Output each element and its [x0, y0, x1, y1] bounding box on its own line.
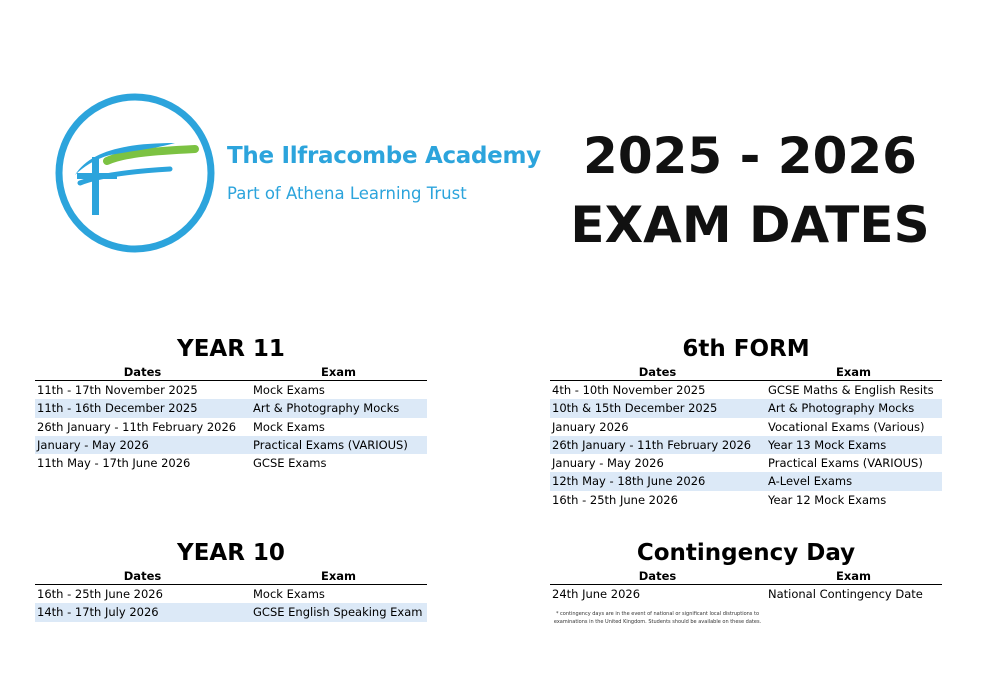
exam-cell: Year 12 Mock Exams [768, 492, 887, 507]
table-row [35, 399, 427, 417]
contingency-section [550, 538, 942, 626]
table-row [35, 454, 427, 472]
date-cell: 11th - 17th November 2025 [37, 383, 198, 397]
year10-section [35, 538, 427, 622]
academy-logo-icon [55, 93, 215, 253]
sixth-form-section [550, 334, 942, 509]
exam-header: Exam [765, 568, 942, 585]
table-row [550, 381, 942, 400]
exam-cell: Mock Exams [253, 383, 325, 397]
date-cell: 14th - 17th July 2026 [35, 603, 250, 621]
exam-header: Exam [765, 364, 942, 381]
table-row [35, 585, 427, 604]
table-row [550, 585, 942, 604]
table-row [550, 418, 942, 436]
contingency-table [550, 568, 942, 603]
date-cell: 24th June 2026 [552, 587, 641, 601]
dates-header: Dates [35, 568, 250, 585]
year11-table [35, 364, 427, 472]
contingency-footnote: * contingency days are in the event of national or significant local distruptions to examinations in the United Kingdom. Students should be available on these dates. [553, 611, 762, 625]
exam-cell: Art & Photography Mocks [250, 399, 427, 417]
table-row [35, 418, 427, 436]
table-row [35, 381, 427, 400]
table-row [550, 491, 942, 509]
table-row [550, 399, 942, 417]
exam-header: Exam [250, 568, 427, 585]
date-cell: 16th - 25th June 2026 [37, 587, 163, 601]
sixth-form-table [550, 364, 942, 509]
date-cell: January - May 2026 [35, 436, 250, 454]
date-cell: 4th - 10th November 2025 [552, 383, 706, 397]
section-title: YEAR 11 [177, 336, 285, 362]
exam-cell: National Contingency Date [768, 587, 923, 601]
exam-cell: Practical Exams (VARIOUS) [250, 436, 427, 454]
date-cell: 16th - 25th June 2026 [552, 492, 678, 507]
dates-header: Dates [35, 364, 250, 381]
date-cell: 26th January - 11th February 2026 [37, 419, 237, 434]
section-title: Contingency Day [636, 540, 856, 566]
section-title: YEAR 10 [177, 540, 285, 566]
organization-name: The Ilfracombe Academy [227, 143, 541, 169]
dates-header: Dates [550, 364, 765, 381]
academic-year-title: 2025 - 2026 [583, 127, 917, 185]
table-row [550, 436, 942, 454]
exam-cell: GCSE Maths & English Resits [768, 383, 934, 397]
date-cell: 12th May - 18th June 2026 [550, 472, 765, 490]
exam-cell: GCSE Exams [253, 456, 327, 471]
date-cell: 26th January - 11th February 2026 [550, 436, 765, 454]
organization-subtitle: Part of Athena Learning Trust [227, 184, 467, 203]
table-row [35, 603, 427, 621]
year10-table [35, 568, 427, 622]
exam-cell: Year 13 Mock Exams [765, 436, 942, 454]
date-cell: January 2026 [552, 419, 629, 434]
exam-cell: Vocational Exams (Various) [768, 419, 925, 434]
exam-cell: Mock Exams [253, 587, 325, 601]
exam-cell: Practical Exams (VARIOUS) [768, 456, 923, 471]
exam-cell: Art & Photography Mocks [765, 399, 942, 417]
date-cell: 10th & 15th December 2025 [550, 399, 765, 417]
date-cell: 11th - 16th December 2025 [35, 399, 250, 417]
year11-section [35, 334, 427, 472]
exam-dates-title: EXAM DATES [570, 196, 930, 254]
exam-cell: Mock Exams [253, 419, 325, 434]
table-row [550, 472, 942, 490]
exam-cell: GCSE English Speaking Exam [250, 603, 427, 621]
exam-header: Exam [250, 364, 427, 381]
dates-header: Dates [550, 568, 765, 585]
table-row [35, 436, 427, 454]
table-row [550, 454, 942, 472]
date-cell: January - May 2026 [552, 456, 664, 471]
exam-cell: A-Level Exams [765, 472, 942, 490]
date-cell: 11th May - 17th June 2026 [37, 456, 191, 471]
section-title: 6th FORM [682, 336, 810, 362]
